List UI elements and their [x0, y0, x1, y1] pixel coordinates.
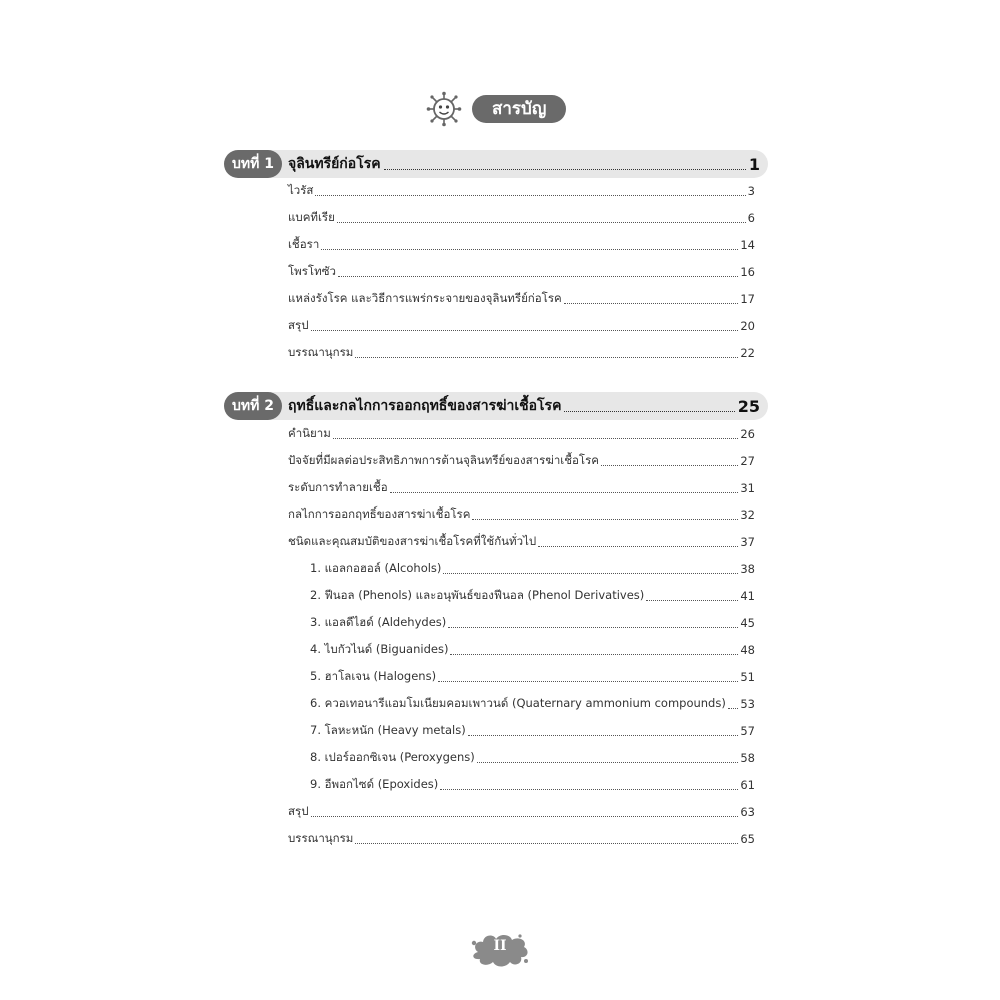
subentry-title: 6. ควอเทอนารีแอมโมเนียมคอมเพาวนด์ (Quaternary ammonium compounds)	[310, 696, 726, 710]
entry-page: 31	[740, 481, 755, 495]
dot-leader	[390, 492, 739, 493]
toc-entry-protozoa[interactable]	[288, 261, 755, 283]
subentry-page: 45	[740, 616, 755, 630]
toc-entry-fungi[interactable]	[288, 234, 755, 256]
toc-entry-summary-2[interactable]	[288, 801, 755, 823]
entry-title: แบคทีเรีย	[288, 210, 335, 224]
subentry-title: 8. เปอร์ออกซิเจน (Peroxygens)	[310, 750, 475, 764]
chapter-2-header[interactable]	[224, 392, 768, 420]
toc-entry-bacteria[interactable]	[288, 207, 755, 229]
dot-leader	[355, 357, 738, 358]
subentry-page: 57	[740, 724, 755, 738]
entry-page: 14	[740, 238, 755, 252]
toc-subentry-quaternary[interactable]	[310, 693, 755, 715]
subentry-title: 2. ฟีนอล (Phenols) และอนุพันธ์ของฟีนอล (Phenol Derivatives)	[310, 588, 645, 602]
toc-entry-virus[interactable]	[288, 180, 755, 202]
toc-entry-summary-1[interactable]	[288, 315, 755, 337]
entry-title: ไวรัส	[288, 183, 314, 197]
dot-leader	[646, 600, 738, 601]
dot-leader	[321, 249, 738, 250]
dot-leader	[440, 789, 738, 790]
toc-entry-mechanism[interactable]	[288, 504, 755, 526]
entry-title: บรรณานุกรม	[288, 831, 354, 845]
toc-subentry-heavy-metals[interactable]	[310, 720, 755, 742]
entry-title: แหล่งรังโรค และวิธีการแพร่กระจายของจุลินทรีย์ก่อโรค	[288, 291, 562, 305]
subentry-title: 7. โลหะหนัก (Heavy metals)	[310, 723, 466, 737]
entry-title: สรุป	[288, 804, 309, 818]
chapter-1-title: จุลินทรีย์ก่อโรค	[288, 156, 381, 172]
dot-leader	[538, 546, 738, 547]
dot-leader	[448, 627, 738, 628]
dot-leader	[438, 681, 738, 682]
chapter-2-title: ฤทธิ์และกลไกการออกฤทธิ์ของสารฆ่าเชื้อโรค	[288, 398, 562, 414]
toc-entry-definitions[interactable]	[288, 423, 755, 445]
entry-title: เชื้อรา	[288, 237, 320, 251]
page-number: II	[493, 938, 507, 954]
entry-title: ระดับการทำลายเชื้อ	[288, 480, 388, 494]
subentry-title: 5. ฮาโลเจน (Halogens)	[310, 669, 437, 683]
dot-leader	[477, 762, 739, 763]
subentry-page: 61	[740, 778, 755, 792]
entry-page: 3	[747, 184, 755, 198]
chapter-2-label: บทที่ 2	[224, 392, 282, 420]
entry-title: โพรโทซัว	[288, 264, 336, 278]
dot-leader	[338, 276, 738, 277]
subentry-title: 4. ไบกัวไนด์ (Biguanides)	[310, 642, 449, 656]
entry-page: 16	[740, 265, 755, 279]
dot-leader	[450, 654, 738, 655]
entry-title: ปัจจัยที่มีผลต่อประสิทธิภาพการต้านจุลินทรีย์ของสารฆ่าเชื้อโรค	[288, 453, 599, 467]
dot-leader	[443, 573, 738, 574]
dot-leader	[333, 438, 739, 439]
entry-page: 6	[747, 211, 755, 225]
chapter-1-label: บทที่ 1	[224, 150, 282, 178]
toc-subentry-phenols[interactable]	[310, 585, 755, 607]
toc-subentry-epoxides[interactable]	[310, 774, 755, 796]
toc-entry-reservoir[interactable]	[288, 288, 755, 310]
subentry-page: 53	[740, 697, 755, 711]
entry-page: 37	[740, 535, 755, 549]
entry-title: กลไกการออกฤทธิ์ของสารฆ่าเชื้อโรค	[288, 507, 471, 521]
dot-leader	[311, 330, 739, 331]
subentry-page: 41	[740, 589, 755, 603]
entry-page: 32	[740, 508, 755, 522]
toc-entry-bibliography-2[interactable]	[288, 828, 755, 850]
entry-title: ชนิดและคุณสมบัติของสารฆ่าเชื้อโรคที่ใช้กันทั่วไป	[288, 534, 537, 548]
subentry-page: 51	[740, 670, 755, 684]
dot-leader	[728, 708, 739, 709]
subentry-title: 9. อีพอกไซด์ (Epoxides)	[310, 777, 439, 791]
toc-entry-types[interactable]	[288, 531, 755, 553]
chapter-2-page: 25	[737, 396, 760, 416]
subentry-title: 3. แอลดีไฮด์ (Aldehydes)	[310, 615, 447, 629]
subentry-page: 38	[740, 562, 755, 576]
toc-subentry-alcohols[interactable]	[310, 558, 755, 580]
entry-page: 63	[740, 805, 755, 819]
dot-leader	[384, 169, 746, 170]
entry-page: 27	[740, 454, 755, 468]
dot-leader	[337, 222, 746, 223]
subentry-title: 1. แอลกอฮอล์ (Alcohols)	[310, 561, 442, 575]
dot-leader	[355, 843, 738, 844]
entry-page: 20	[740, 319, 755, 333]
entry-title: คำนิยาม	[288, 426, 331, 440]
toc-subentry-peroxygens[interactable]	[310, 747, 755, 769]
dot-leader	[315, 195, 745, 196]
entry-page: 65	[740, 832, 755, 846]
chapter-1-header[interactable]	[224, 150, 768, 178]
toc-subentry-halogens[interactable]	[310, 666, 755, 688]
dot-leader	[468, 735, 739, 736]
entry-page: 26	[740, 427, 755, 441]
dot-leader	[472, 519, 738, 520]
dot-leader	[601, 465, 738, 466]
dot-leader	[311, 816, 739, 817]
toc-title: สารบัญ	[472, 95, 566, 123]
toc-entry-kill-levels[interactable]	[288, 477, 755, 499]
chapter-1-page: 1	[748, 154, 760, 174]
dot-leader	[564, 303, 739, 304]
germ-icon	[426, 91, 462, 127]
subentry-page: 58	[740, 751, 755, 765]
toc-entry-bibliography-1[interactable]	[288, 342, 755, 364]
toc-subentry-aldehydes[interactable]	[310, 612, 755, 634]
toc-entry-efficacy-factors[interactable]	[288, 450, 755, 472]
subentry-page: 48	[740, 643, 755, 657]
toc-subentry-biguanides[interactable]	[310, 639, 755, 661]
entry-page: 22	[740, 346, 755, 360]
entry-title: สรุป	[288, 318, 309, 332]
entry-page: 17	[740, 292, 755, 306]
toc-heading	[426, 92, 566, 126]
entry-title: บรรณานุกรม	[288, 345, 354, 359]
dot-leader	[564, 411, 734, 412]
